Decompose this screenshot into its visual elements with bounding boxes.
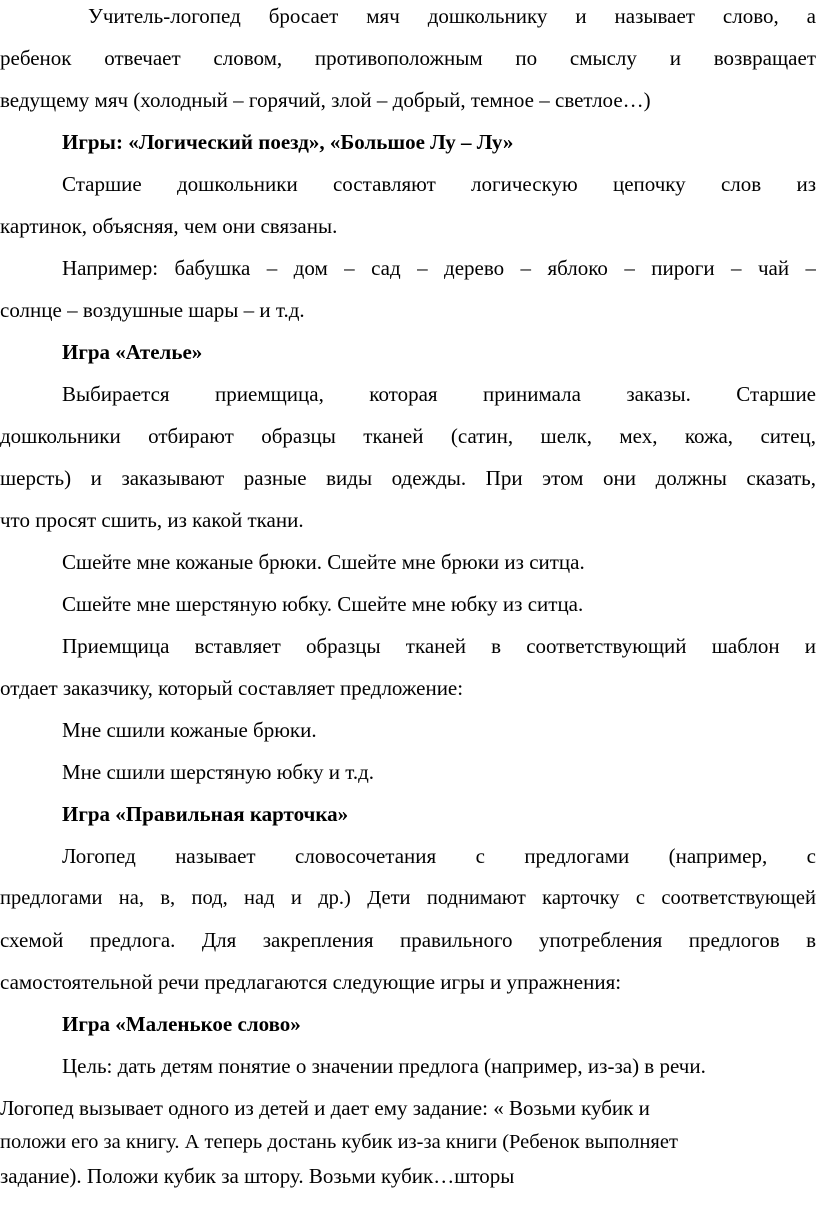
paragraph-line: Приемщица вставляет образцы тканей в соответствующий шаблон и xyxy=(62,634,816,658)
paragraph-line: предлогами на, в, под, над и др.) Дети поднимают карточку с соответствующей xyxy=(0,887,816,909)
paragraph-line: ведущему мяч (холодный – горячий, злой – добрый, темное – светлое…) xyxy=(0,88,651,112)
section-heading: Игры: «Логический поезд», «Большое Лу – Лу» xyxy=(62,130,514,154)
paragraph-line: самостоятельной речи предлагаются следующие игры и упражнения: xyxy=(0,970,622,994)
paragraph-line: схемой предлога. Для закрепления правильного употребления предлогов в xyxy=(0,928,816,952)
paragraph-line: Логопед вызывает одного из детей и дает ему задание: « Возьми кубик и xyxy=(0,1096,650,1120)
paragraph-line: ребенок отвечает словом, противоположным по смыслу и возвращает xyxy=(0,46,816,70)
paragraph-line: что просят сшить, из какой ткани. xyxy=(0,508,304,532)
paragraph-line: Мне сшили шерстяную юбку и т.д. xyxy=(62,760,375,784)
paragraph-line: Например: бабушка – дом – сад – дерево – яблоко – пироги – чай – xyxy=(62,256,816,280)
paragraph-line: положи его за книгу. А теперь достань кубик из-за книги (Ребенок выполняет xyxy=(0,1131,678,1153)
paragraph-line: Старшие дошкольники составляют логическую цепочку слов из xyxy=(62,172,816,196)
paragraph-line: Мне сшили кожаные брюки. xyxy=(62,718,317,742)
paragraph-line: Учитель-логопед бросает мяч дошкольнику и называет слово, а xyxy=(88,4,816,28)
section-heading: Игра «Правильная карточка» xyxy=(62,802,349,826)
paragraph-line: шерсть) и заказывают разные виды одежды. При этом они должны сказать, xyxy=(0,466,816,490)
section-heading: Игра «Ателье» xyxy=(62,340,203,364)
paragraph-line: картинок, объясняя, чем они связаны. xyxy=(0,214,338,238)
paragraph-line: дошкольники отбирают образцы тканей (сатин, шелк, мех, кожа, ситец, xyxy=(0,424,816,448)
paragraph-line: Цель: дать детям понятие о значении предлога (например, из-за) в речи. xyxy=(62,1054,706,1078)
paragraph-line: отдает заказчику, который составляет предложение: xyxy=(0,676,464,700)
paragraph-line: солнце – воздушные шары – и т.д. xyxy=(0,298,305,322)
paragraph-line: Сшейте мне кожаные брюки. Сшейте мне брюки из ситца. xyxy=(62,550,585,574)
paragraph-line: Сшейте мне шерстяную юбку. Сшейте мне юбку из ситца. xyxy=(62,592,584,616)
paragraph-line: задание). Положи кубик за штору. Возьми кубик…шторы xyxy=(0,1164,515,1188)
paragraph-line: Логопед называет словосочетания с предлогами (например, с xyxy=(62,844,816,868)
section-heading: Игра «Маленькое слово» xyxy=(62,1012,301,1036)
paragraph-line: Выбирается приемщица, которая принимала заказы. Старшие xyxy=(62,382,816,406)
